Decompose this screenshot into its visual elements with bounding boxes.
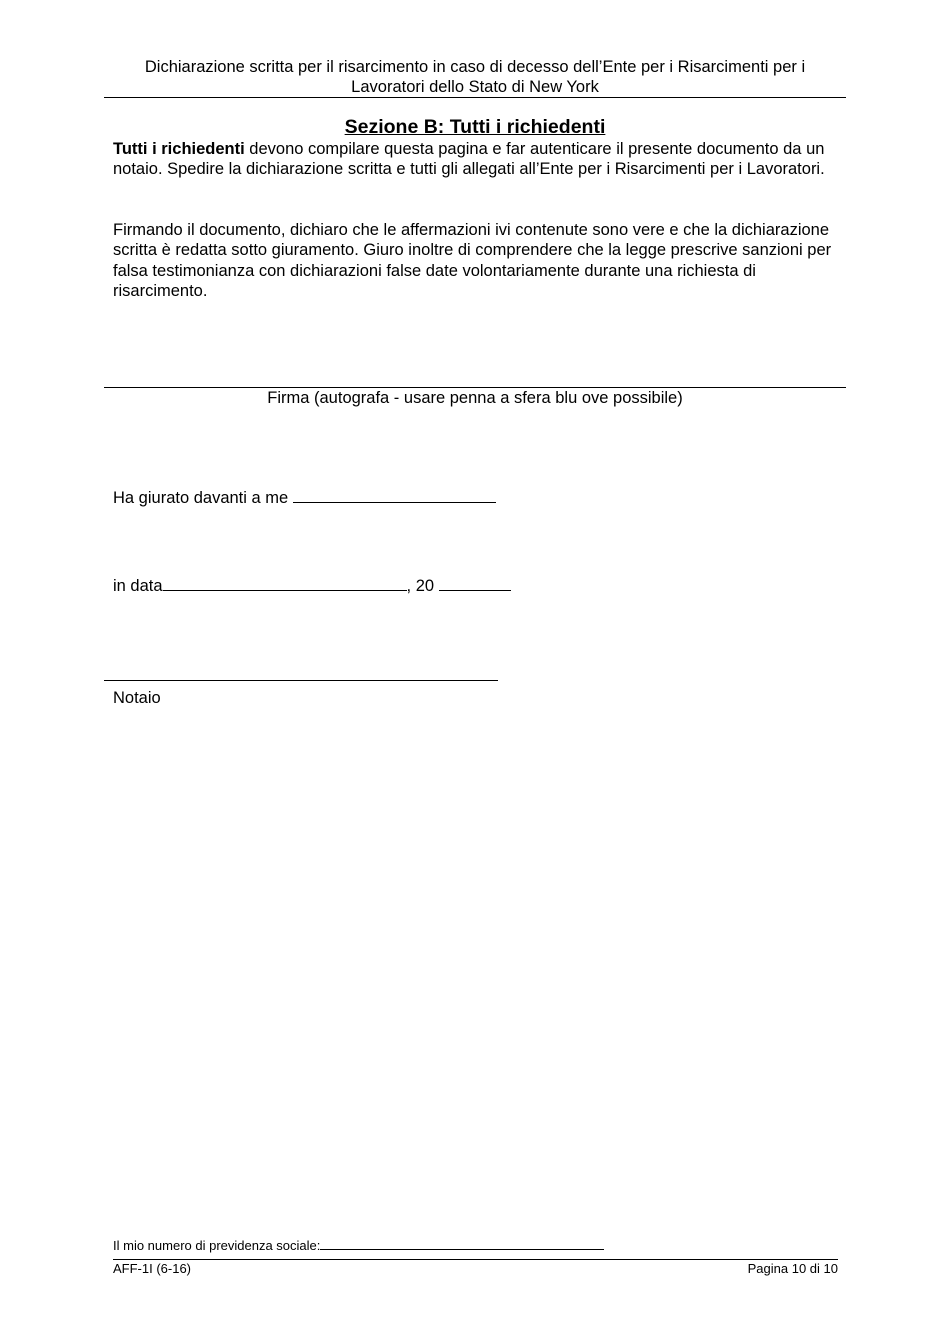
sworn-before-label: Ha giurato davanti a me (113, 489, 289, 507)
sworn-before-field[interactable] (293, 484, 496, 503)
sworn-before-row (113, 484, 496, 508)
date-label: in data (113, 577, 163, 595)
ssn-field[interactable] (320, 1235, 604, 1250)
intro-paragraph (113, 139, 843, 180)
date-row (113, 572, 511, 596)
intro-bold-lead: Tutti i richiedenti (113, 140, 245, 158)
header-divider (104, 97, 846, 98)
footer-divider (113, 1259, 838, 1260)
date-field[interactable] (163, 572, 407, 591)
signature-caption: Firma (autografa - usare penna a sfera blu ove possibile) (267, 389, 683, 407)
section-title: Sezione B: Tutti i richiedenti (344, 116, 606, 138)
notary-signature-line[interactable] (104, 680, 498, 681)
ssn-row (113, 1235, 604, 1254)
year-prefix: , 20 (406, 577, 435, 595)
page-number: Pagina 10 di 10 (747, 1261, 838, 1276)
header-line-1: Dichiarazione scritta per il risarcimento in caso di decesso dell’Ente per i Risarcimenti per i (144, 58, 806, 76)
notary-label: Notaio (113, 689, 161, 707)
header-line-2: Lavoratori dello Stato di New York (351, 78, 599, 96)
year-field[interactable] (439, 572, 511, 591)
document-header (104, 57, 846, 97)
form-code: AFF-1I (6-16) (113, 1261, 192, 1276)
oath-paragraph: Firmando il documento, dichiaro che le affermazioni ivi contenute sono vere e che la dichiarazione scritta è redatta sotto giuramento. Giuro inoltre di comprendere che la legge prescrive sanzioni per falsa testimonianza con dichiarazioni false date volontariamente durante una richiesta di risarcimento. (113, 221, 832, 300)
ssn-label: Il mio numero di previdenza sociale: (113, 1238, 321, 1253)
intro-text: devono compilare questa pagina e far autenticare il presente documento da un notaio. Spedire la dichiarazione scritta e tutti gli allegati all’Ente per i Risarcimenti per i Lavoratori. (113, 140, 825, 179)
